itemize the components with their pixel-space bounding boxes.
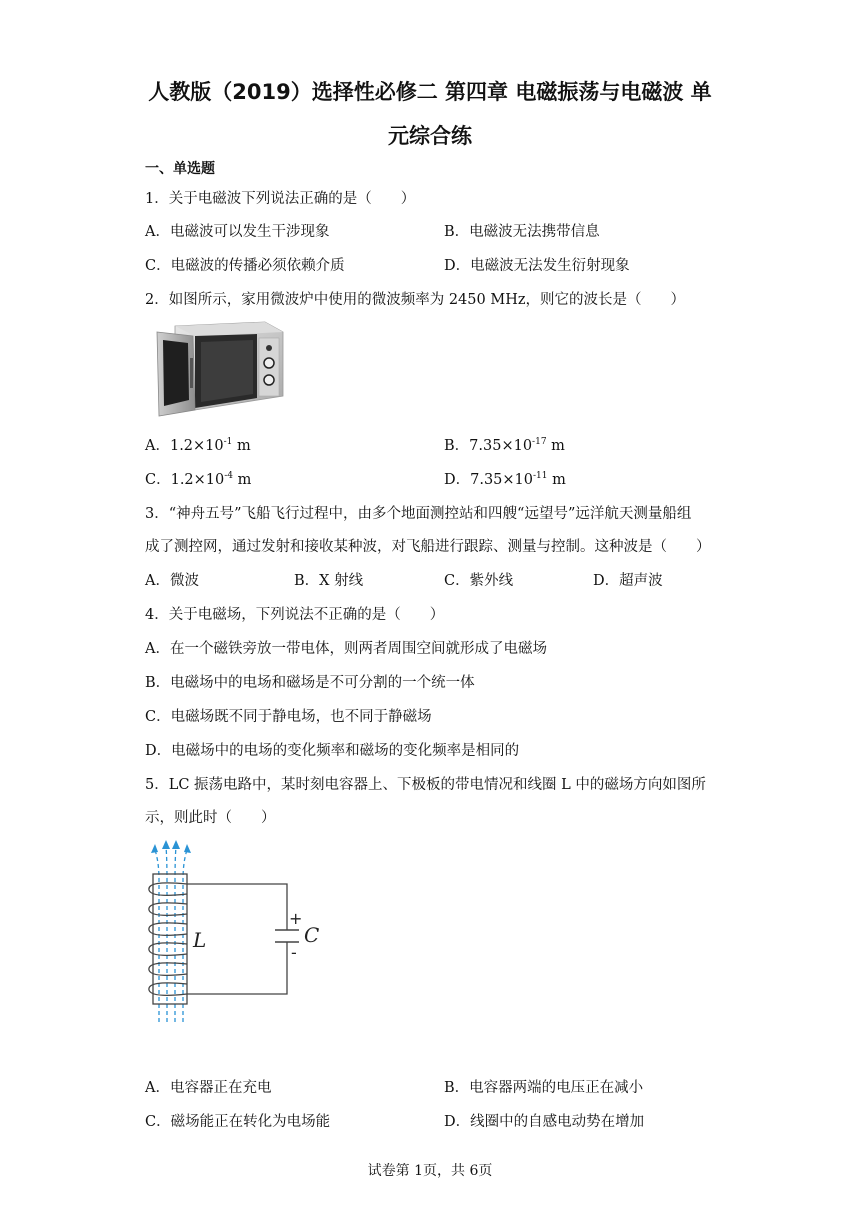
q2-stem: 2．如图所示，家用微波炉中使用的微波频率为 2450 MHz，则它的波长是（ ） (145, 292, 685, 308)
q1-option-a: A．电磁波可以发生干涉现象 (145, 224, 330, 240)
q3-option-a: A．微波 (145, 573, 199, 589)
q2-option-c: C．$1.2\times 10^{-4}$ m (145, 471, 252, 488)
coil-windings (149, 883, 187, 995)
q4-option-c: C．电磁场既不同于静电场，也不同于静磁场 (145, 709, 432, 725)
microwave-oven-image (155, 318, 290, 418)
q5-stem-line-1: 5．LC 振荡电路中，某时刻电容器上、下极板的带电情况和线圈 L 中的磁场方向如图所 (145, 777, 706, 793)
title-line-1: 人教版（2019）选择性必修二 第四章 电磁振荡与电磁波 单 (148, 80, 712, 104)
q2-option-d: D．$7.35\times 10^{-11}$ m (444, 471, 566, 488)
label-l: L (193, 928, 207, 952)
lc-circuit-diagram (145, 840, 345, 1030)
q3-option-d: D．超声波 (593, 573, 663, 589)
q1-option-d: D．电磁波无法发生衍射现象 (444, 258, 630, 274)
label-c: C (304, 923, 320, 947)
q3-stem-line-1: 3．“神舟五号”飞船飞行过程中，由多个地面测控站和四艘“远望号”远洋航天测量船组 (145, 506, 692, 522)
title-line-2: 元综合练 (388, 124, 472, 148)
minus-sign: - (291, 943, 297, 962)
q5-option-c: C．磁场能正在转化为电场能 (145, 1114, 331, 1130)
page-footer: 试卷第 1页，共 6页 (367, 1163, 493, 1179)
q1-stem: 1．关于电磁波下列说法正确的是（ ） (145, 191, 416, 207)
q4-option-a: A．在一个磁铁旁放一带电体，则两者周围空间就形成了电磁场 (145, 641, 547, 657)
q2-option-b: B．$7.35\times 10^{-17}$ m (444, 437, 565, 454)
q4-stem: 4．关于电磁场，下列说法不正确的是（ ） (145, 607, 445, 623)
q3-option-b: B．X 射线 (294, 573, 364, 589)
q5-stem-line-2: 示，则此时（ ） (145, 810, 276, 826)
q5-option-b: B．电容器两端的电压正在减小 (444, 1080, 644, 1096)
q4-option-d: D．电磁场中的电场的变化频率和磁场的变化频率是相同的 (145, 743, 520, 759)
q5-option-d: D．线圈中的自感电动势在增加 (444, 1114, 645, 1130)
q4-option-b: B．电磁场中的电场和磁场是不可分割的一个统一体 (145, 675, 475, 691)
coil-core (153, 874, 187, 1004)
q5-option-a: A．电容器正在充电 (145, 1080, 272, 1096)
plus-sign: + (289, 909, 303, 928)
q3-stem-line-2: 成了测控网，通过发射和接收某种波，对飞船进行跟踪、测量与控制。这种波是（ ） (145, 539, 711, 555)
field-arrowheads (151, 840, 191, 853)
section-heading: 一、单选题 (145, 161, 215, 177)
q3-option-c: C．紫外线 (444, 573, 514, 589)
q2-option-a: A．$1.2\times 10^{-1}$ m (145, 437, 251, 454)
q1-option-c: C．电磁波的传播必须依赖介质 (145, 258, 345, 274)
q1-option-b: B．电磁波无法携带信息 (444, 224, 600, 240)
